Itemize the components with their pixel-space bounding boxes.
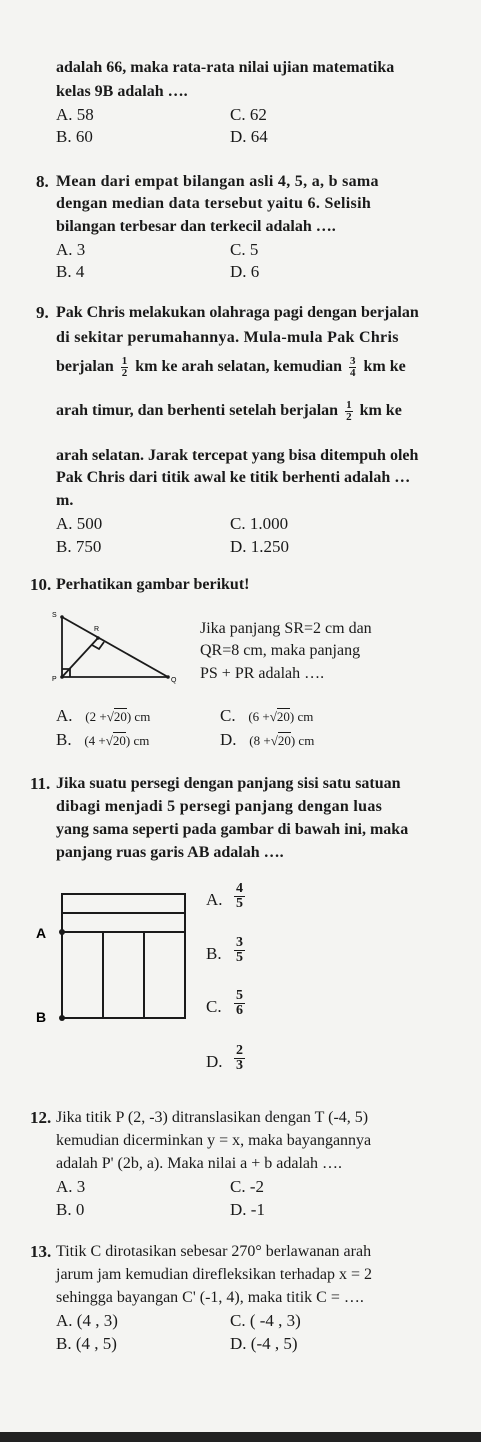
q9-text-line4 bbox=[56, 400, 402, 423]
q11-text-line2: dibagi menjadi 5 persegi panjang dengan luas bbox=[56, 798, 383, 815]
q7-text-line2: kelas 9B adalah …. bbox=[56, 83, 188, 100]
q10-label-q: Q bbox=[171, 677, 177, 684]
q10-option-b-label: B. bbox=[56, 730, 72, 749]
q10-label-p: P bbox=[52, 676, 57, 683]
q13-option-d[interactable]: D. (-4 , 5) bbox=[230, 1334, 298, 1353]
q11-option-c-denominator: 6 bbox=[236, 1003, 243, 1018]
q9-line3-part-b: km ke arah selatan, kemudian bbox=[135, 358, 342, 376]
q10-label-s: S bbox=[52, 612, 57, 619]
q9-text-line3 bbox=[56, 356, 406, 379]
q10-option-a[interactable]: A. (2 +√20) cm bbox=[56, 706, 151, 725]
q9-text-line7: m. bbox=[56, 492, 74, 509]
q9-frac1-denominator: 2 bbox=[121, 367, 128, 379]
q12-option-d[interactable]: D. -1 bbox=[230, 1200, 265, 1219]
q11-option-b-fraction[interactable] bbox=[234, 936, 245, 965]
q9-number: 9. bbox=[36, 303, 49, 322]
q10-intro: Perhatikan gambar berikut! bbox=[56, 576, 250, 593]
q8-text-line1: Mean dari empat bilangan asli 4, 5, a, b sama bbox=[56, 173, 379, 190]
q10-option-d-post: ) cm bbox=[290, 733, 315, 748]
q12-number: 12. bbox=[30, 1108, 52, 1127]
q9-line3-part-c: km ke bbox=[363, 358, 406, 376]
q11-number: 11. bbox=[30, 774, 51, 793]
q10-option-a-label: A. bbox=[56, 706, 73, 725]
q11-text-line4: panjang ruas garis AB adalah …. bbox=[56, 844, 284, 861]
q8-text-line3: bilangan terbesar dan terkecil adalah …. bbox=[56, 218, 336, 235]
q10-option-d-pre: (8 + bbox=[249, 733, 271, 748]
q13-text-line3: sehingga bayangan C' (-1, 4), maka titik C = …. bbox=[56, 1289, 364, 1306]
q11-option-d-fraction[interactable] bbox=[234, 1044, 245, 1073]
q12-text-line2: kemudian dicerminkan y = x, maka bayangannya bbox=[56, 1132, 372, 1149]
q9-line4-part-b: km ke bbox=[359, 402, 402, 420]
q13-option-b[interactable]: B. (4 , 5) bbox=[56, 1334, 117, 1353]
q10-segment-sq bbox=[62, 617, 168, 677]
q9-text-line2: di sekitar perumahannya. Mula-mula Pak Chris bbox=[56, 329, 399, 346]
q9-option-c[interactable]: C. 1.000 bbox=[230, 514, 289, 533]
q10-option-a-radicand: 20 bbox=[113, 709, 127, 724]
q7-option-d[interactable]: D. 64 bbox=[230, 127, 268, 146]
q9-fraction-3 bbox=[345, 400, 353, 423]
q8-option-d[interactable]: D. 6 bbox=[230, 262, 260, 281]
q11-option-a-label[interactable]: A. bbox=[206, 890, 223, 909]
q11-text-line1: Jika suatu persegi dengan panjang sisi satu satuan bbox=[56, 775, 401, 792]
q11-point-b bbox=[59, 1015, 65, 1021]
q10-option-a-post: ) cm bbox=[126, 709, 151, 724]
bottom-edge-bar bbox=[0, 1432, 481, 1442]
q8-text-line2: dengan median data tersebut yaitu 6. Selisih bbox=[56, 195, 372, 212]
q7-option-a[interactable]: A. 58 bbox=[56, 105, 94, 124]
q13-option-a[interactable]: A. (4 , 3) bbox=[56, 1311, 118, 1330]
q10-text-line2: QR=8 cm, maka panjang bbox=[200, 642, 361, 659]
q9-frac2-numerator: 3 bbox=[349, 355, 356, 367]
q12-text-line3: adalah P' (2b, a). Maka nilai a + b adalah …. bbox=[56, 1155, 343, 1172]
q9-text-line1: Pak Chris melakukan olahraga pagi dengan berjalan bbox=[56, 304, 419, 321]
q11-option-b-denominator: 5 bbox=[236, 950, 243, 965]
q10-option-c-pre: (6 + bbox=[248, 709, 270, 724]
q9-text-line5: arah selatan. Jarak tercepat yang bisa ditempuh oleh bbox=[56, 447, 419, 464]
q9-option-b[interactable]: B. 750 bbox=[56, 537, 102, 556]
q12-option-c[interactable]: C. -2 bbox=[230, 1177, 264, 1196]
q10-option-c-post: ) cm bbox=[289, 709, 314, 724]
q8-number: 8. bbox=[36, 172, 49, 191]
q11-option-d-label[interactable]: D. bbox=[206, 1052, 223, 1071]
q10-option-c-radicand: 20 bbox=[276, 709, 290, 724]
q10-triangle-figure bbox=[40, 605, 190, 695]
q9-frac1-numerator: 1 bbox=[121, 355, 128, 367]
q10-number: 10. bbox=[30, 575, 52, 594]
q11-point-a bbox=[59, 929, 65, 935]
q13-option-c[interactable]: C. ( -4 , 3) bbox=[230, 1311, 301, 1330]
q10-option-b[interactable]: B. (4 +√20) cm bbox=[56, 730, 150, 749]
q11-option-a-numerator: 4 bbox=[236, 881, 243, 896]
q8-option-a[interactable]: A. 3 bbox=[56, 240, 86, 259]
q9-line3-part-a: berjalan bbox=[56, 358, 114, 376]
q10-option-c-label: C. bbox=[220, 706, 236, 725]
q11-option-a-denominator: 5 bbox=[236, 896, 243, 911]
q11-option-c-label[interactable]: C. bbox=[206, 997, 222, 1016]
q7-option-c[interactable]: C. 62 bbox=[230, 105, 267, 124]
q10-option-b-radicand: 20 bbox=[112, 733, 126, 748]
q11-option-d-denominator: 3 bbox=[236, 1058, 243, 1073]
q11-option-b-numerator: 3 bbox=[236, 935, 243, 950]
q12-text-line1: Jika titik P (2, -3) ditranslasikan dengan T (-4, 5) bbox=[56, 1109, 369, 1126]
q10-text-line3: PS + PR adalah …. bbox=[200, 665, 325, 682]
q10-option-b-post: ) cm bbox=[125, 733, 150, 748]
q13-text-line1: Titik C dirotasikan sebesar 270° berlawanan arah bbox=[56, 1243, 372, 1260]
q11-square-figure bbox=[30, 890, 190, 1030]
q11-option-c-numerator: 5 bbox=[236, 988, 243, 1003]
q9-line4-part-a: arah timur, dan berhenti setelah berjalan bbox=[56, 402, 339, 420]
q9-text-line6: Pak Chris dari titik awal ke titik berhenti adalah … bbox=[56, 469, 411, 486]
q9-frac3-denominator: 2 bbox=[346, 411, 352, 423]
q12-option-a[interactable]: A. 3 bbox=[56, 1177, 86, 1196]
q10-option-a-pre: (2 + bbox=[85, 709, 107, 724]
q13-number: 13. bbox=[30, 1242, 52, 1261]
q9-option-a[interactable]: A. 500 bbox=[56, 514, 103, 533]
q10-option-d-label: D. bbox=[220, 730, 237, 749]
q13-text-line2: jarum jam kemudian direfleksikan terhadap x = 2 bbox=[56, 1266, 373, 1283]
q7-option-b[interactable]: B. 60 bbox=[56, 127, 93, 146]
q10-segment-pr bbox=[62, 638, 98, 677]
q7-text-line1: adalah 66, maka rata-rata nilai ujian matematika bbox=[56, 59, 395, 76]
q9-fraction-1 bbox=[121, 356, 129, 379]
q10-label-r: R bbox=[94, 626, 100, 633]
q11-option-b-label[interactable]: B. bbox=[206, 944, 222, 963]
q11-label-b: B bbox=[36, 1009, 47, 1025]
q10-option-c[interactable]: C. (6 +√20) cm bbox=[220, 706, 314, 725]
q9-frac2-denominator: 4 bbox=[349, 367, 356, 379]
q10-option-d[interactable]: D. (8 +√20) cm bbox=[220, 730, 315, 749]
q11-option-a-fraction[interactable] bbox=[234, 882, 245, 911]
q11-option-c-fraction[interactable] bbox=[234, 989, 245, 1018]
q9-frac3-numerator: 1 bbox=[346, 399, 352, 411]
q10-option-b-pre: (4 + bbox=[84, 733, 106, 748]
q8-option-b[interactable]: B. 4 bbox=[56, 262, 85, 281]
q11-option-d-numerator: 2 bbox=[236, 1043, 243, 1058]
q8-option-c[interactable]: C. 5 bbox=[230, 240, 259, 259]
q12-option-b[interactable]: B. 0 bbox=[56, 1200, 85, 1219]
q9-fraction-2 bbox=[349, 356, 357, 379]
q9-option-d[interactable]: D. 1.250 bbox=[230, 537, 290, 556]
q10-option-d-radicand: 20 bbox=[277, 733, 291, 748]
q11-text-line3: yang sama seperti pada gambar di bawah ini, maka bbox=[56, 821, 409, 838]
q10-text-line1: Jika panjang SR=2 cm dan bbox=[200, 620, 372, 637]
q11-label-a: A bbox=[36, 925, 47, 941]
